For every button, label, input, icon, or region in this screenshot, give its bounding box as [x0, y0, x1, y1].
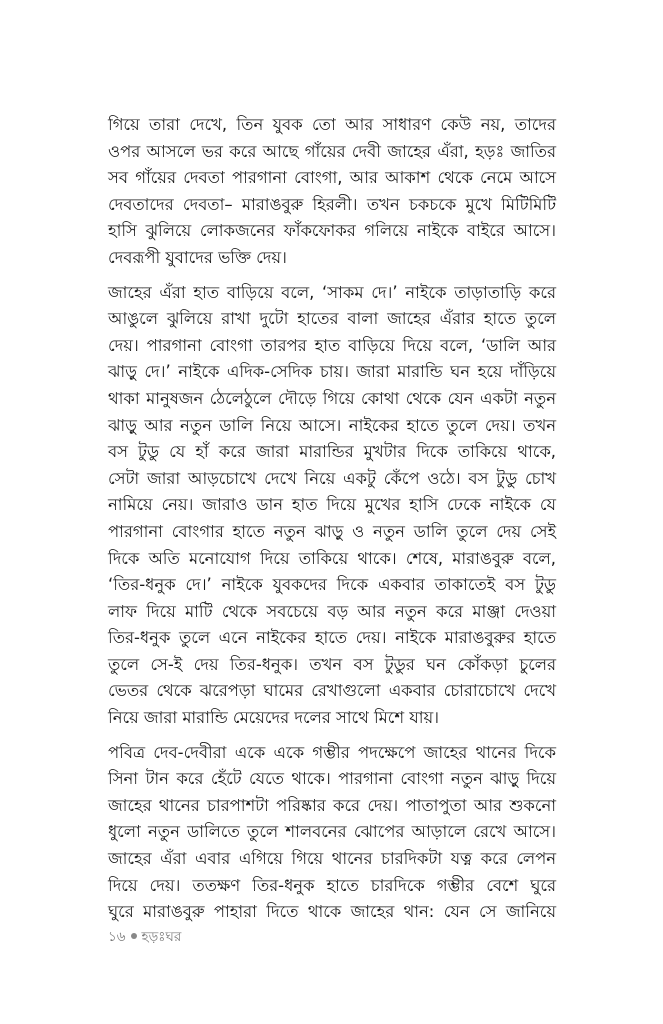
text-line: ঘুরে মারাঙবুরু পাহারা দিতে থাকে জাহের থান: যেন সে জানিয়ে: [108, 902, 556, 922]
paragraph: [108, 740, 556, 926]
text-line: নামিয়ে নেয়। জারাও ডান হাত দিয়ে মুখের হাসি ঢেকে নাইকে যে: [108, 495, 556, 515]
text-line: পারগানা বোংগার হাতে নতুন ঝাড়ু ও নতুন ডালি তুলে দেয় সেই: [108, 521, 556, 541]
page-footer: [108, 926, 181, 949]
text-line: হাসি ঝুলিয়ে লোকজনের ফাঁকফোকর গলিয়ে নাইকে বাইরে আসে।: [108, 221, 556, 241]
body-text: [108, 112, 556, 934]
text-line: নিয়ে জারা মারান্ডি মেয়েদের দলের সাথে মিশে যায়।: [108, 708, 439, 728]
text-line: বস টুডু যে হাঁ করে জারা মারান্ডির মুখটার দিকে তাকিয়ে থাকে,: [108, 442, 556, 462]
text-line: ভেতর থেকে ঝরেপড়া ঘামের রেখাগুলো একবার চোরাচোখে দেখে: [108, 681, 556, 701]
text-line: লাফ দিয়ে মাটি থেকে সবচেয়ে বড় আর নতুন করে মাঞ্জা দেওয়া: [108, 601, 556, 621]
text-line: ‘তির-ধনুক দে।’ নাইকে যুবকদের দিকে একবার তাকাতেই বস টুডু: [108, 575, 556, 595]
paragraph: [108, 112, 556, 272]
text-line: সিনা টান করে হেঁটে যেতে থাকে। পারগানা বোংগা নতুন ঝাড়ু দিয়ে: [108, 769, 556, 789]
text-line: পবিত্র দেব-দেবীরা একে একে গম্ভীর পদক্ষেপে জাহের থানের দিকে: [108, 742, 556, 762]
text-line: দিকে অতি মনোযোগ দিয়ে তাকিয়ে থাকে। শেষে, মারাঙবুরু বলে,: [108, 548, 556, 568]
paragraph: [108, 280, 556, 732]
page-number: ১৬: [108, 929, 126, 945]
text-line: ঝাড়ু দে।’ নাইকে এদিক-সেদিক চায়। জারা মারান্ডি ঘন হয়ে দাঁড়িয়ে: [108, 362, 556, 382]
bullet-separator-icon: [131, 933, 137, 939]
text-line: ধুলো নতুন ডালিতে তুলে শালবনের ঝোপের আড়ালে রেখে আসে।: [108, 822, 556, 842]
running-title: হড়ঃঘর: [141, 929, 182, 945]
text-line: দেবরূপী যুবাদের ভক্তি দেয়।: [108, 247, 287, 267]
text-line: দেয়। পারগানা বোংগা তারপর হাত বাড়িয়ে দিয়ে বলে, ‘ডালি আর: [108, 335, 556, 355]
text-line: থাকা মানুষজন ঠেলেঠুলে দৌড়ে গিয়ে কোথা থেকে যেন একটা নতুন: [108, 388, 556, 408]
text-line: সব গাঁয়ের দেবতা পারগানা বোংগা, আর আকাশ থেকে নেমে আসে: [108, 168, 556, 188]
text-line: জাহের এঁরা এবার এগিয়ে গিয়ে থানের চারদিকটা যত্ন করে লেপন: [108, 849, 556, 869]
text-line: তুলে সে-ই দেয় তির-ধনুক। তখন বস টুডুর ঘন কোঁকড়া চুলের: [108, 654, 556, 674]
text-line: তির-ধনুক তুলে এনে নাইকের হাতে দেয়। নাইকে মারাঙবুরুর হাতে: [108, 628, 556, 648]
text-line: সেটা জারা আড়চোখে দেখে নিয়ে একটু কেঁপে ওঠে। বস টুডু চোখ: [108, 468, 556, 488]
text-line: জাহের থানের চারপাশটা পরিষ্কার করে দেয়। পাতাপুতা আর শুকনো: [108, 795, 556, 815]
text-line: দিয়ে দেয়। ততক্ষণ তির-ধনুক হাতে চারদিকে গম্ভীর বেশে ঘুরে: [108, 875, 556, 895]
text-line: ঝাড়ু আর নতুন ডালি নিয়ে আসে। নাইকের হাতে তুলে দেয়। তখন: [108, 415, 556, 435]
text-line: জাহের এঁরা হাত বাড়িয়ে বলে, ‘সাকম দে।’ নাইকে তাড়াতাড়ি করে: [108, 282, 556, 302]
text-line: আঙুলে ঝুলিয়ে রাখা দুটো হাতের বালা জাহের এঁরার হাতে তুলে: [108, 309, 556, 329]
text-line: দেবতাদের দেবতা– মারাঙবুরু হিরলী। তখন চকচকে মুখে মিটিমিটি: [108, 194, 556, 214]
text-line: ওপর আসলে ভর করে আছে গাঁয়ের দেবী জাহের এঁরা, হড়ঃ জাতির: [108, 141, 556, 161]
text-line: গিয়ে তারা দেখে, তিন যুবক তো আর সাধারণ কেউ নয়, তাদের: [108, 115, 556, 134]
